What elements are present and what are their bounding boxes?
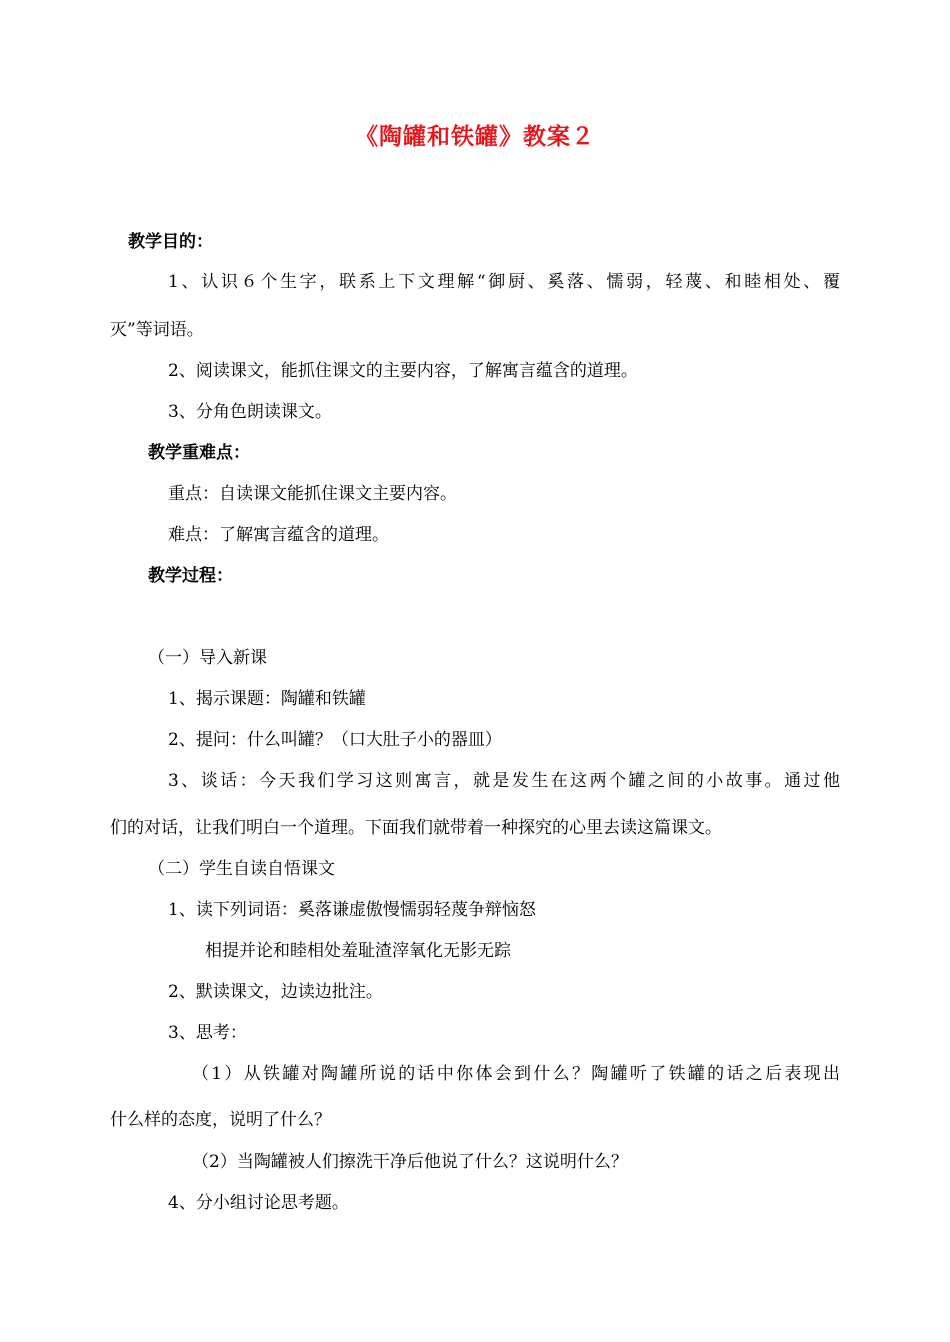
section-2-question-1-line1: （1）从铁罐对陶罐所说的话中你体会到什么？陶罐听了铁罐的话之后表现出 — [192, 1064, 840, 1084]
objective-1-line1: 1、认识６个生字，联系上下文理解“御厨、奚落、懦弱，轻蔑、和睦相处、覆 — [168, 272, 840, 292]
section-1-item-3-line1: 3、谈话：今天我们学习这则寓言，就是发生在这两个罐之间的小故事。通过他 — [168, 771, 840, 791]
section-1-title: （一）导入新课 — [148, 648, 267, 668]
section-1-item-3-line2: 们的对话，让我们明白一个道理。下面我们就带着一种探究的心里去读这篇课文。 — [110, 818, 722, 838]
objective-3: 3、分角色朗读课文。 — [168, 402, 332, 422]
objectives-heading: 教学目的： — [128, 232, 213, 252]
process-heading: 教学过程： — [148, 566, 233, 586]
section-2-item-3: 3、思考： — [168, 1023, 247, 1043]
section-1-item-1: 1、揭示课题：陶罐和铁罐 — [168, 689, 366, 709]
section-2-question-1-line2: 什么样的态度，说明了什么？ — [110, 1110, 331, 1130]
section-2-item-1-line1: 1、读下列词语：奚落谦虚傲慢懦弱轻蔑争辩恼怒 — [168, 900, 536, 920]
section-2-title: （二）学生自读自悟课文 — [148, 859, 335, 879]
key-points-heading: 教学重难点： — [148, 443, 250, 463]
difficult-point: 难点：了解寓言蕴含的道理。 — [168, 525, 389, 545]
objective-2: 2、阅读课文，能抓住课文的主要内容，了解寓言蕴含的道理。 — [168, 361, 638, 381]
objective-1-line2: 灭”等词语。 — [110, 320, 204, 340]
key-point: 重点：自读课文能抓住课文主要内容。 — [168, 484, 457, 504]
section-1-item-2: 2、提问：什么叫罐？（口大肚子小的器皿） — [168, 730, 502, 750]
section-2-question-2: （2）当陶罐被人们擦洗干净后他说了什么？这说明什么？ — [192, 1152, 628, 1172]
section-2-item-4: 4、分小组讨论思考题。 — [168, 1193, 349, 1213]
document-title: 《陶罐和铁罐》教案２ — [355, 123, 595, 150]
section-2-item-2: 2、默读课文，边读边批注。 — [168, 982, 383, 1002]
section-2-item-1-line2: 相提并论和睦相处羞耻渣滓氧化无影无踪 — [205, 941, 511, 961]
